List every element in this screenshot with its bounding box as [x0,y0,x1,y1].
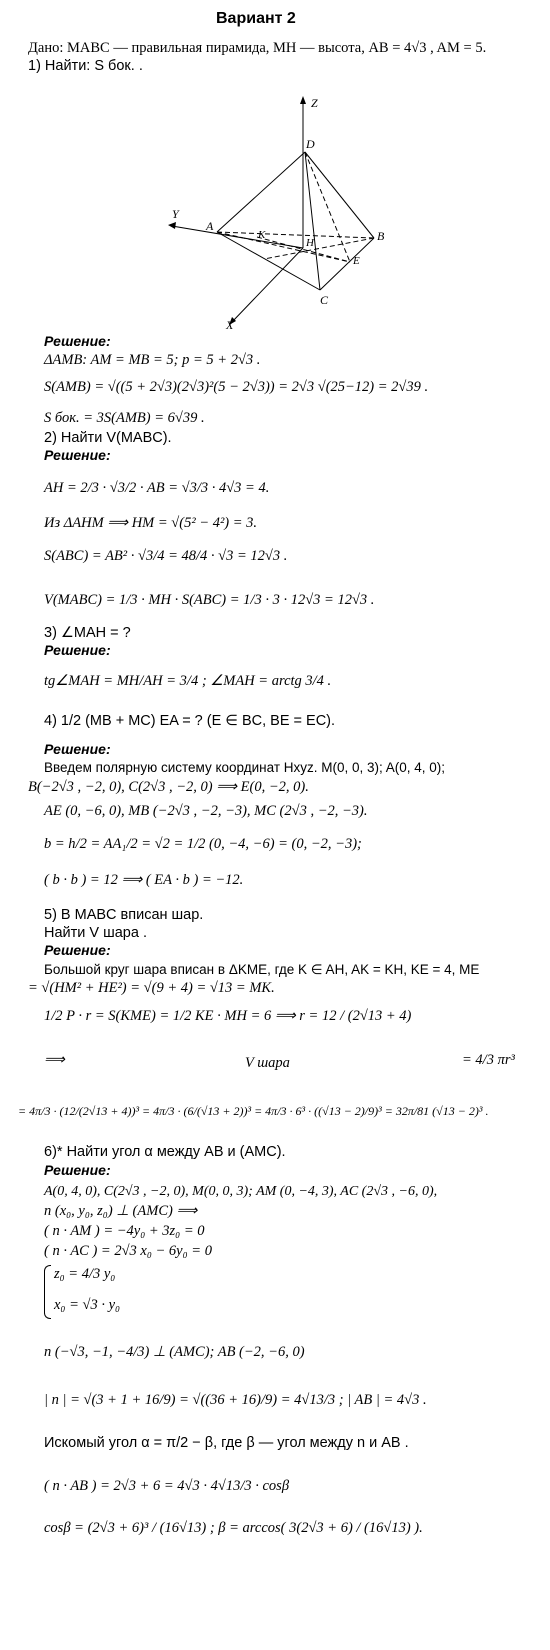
task-2-heading: 2) Найти V(MABC). [44,430,172,446]
task-6-system-z: z₀ = 4/3 y₀ [54,1266,116,1282]
task-3-result: tg∠MAH = MH/AH = 3/4 ; ∠MAH = arctg 3/4 . [44,673,332,689]
task-4-step-2: B(−2√3 , −2, 0), C(2√3 , −2, 0) ⟹ E(0, −2, 0). [28,779,309,795]
vertex-label-d: D [306,137,315,151]
pyramid-figure [160,94,410,334]
task-6-heading: 6)* Найти угол α между AB и (AMC). [44,1144,286,1160]
task-5-result: = 4π/3 · (12/(2√13 + 4))³ = 4π/3 · (6/(√13 + 2))³ = 4π/3 · 6³ · ((√13 − 2)/9)³ = 32π/81 (√13 − 2)³ . [18,1104,489,1118]
task-4-heading: 4) 1/2 (MB + MC) EA = ? (E ∈ BC, BE = EC). [44,713,336,729]
vertex-label-b: B [377,229,385,243]
task-6-step-6: | n | = √(3 + 1 + 16/9) = √((36 + 16)/9) = 4√13/3 ; | AB | = 4√3 . [44,1392,427,1408]
task-6-step-4: ( n · AC ) = 2√3 x₀ − 6y₀ = 0 [44,1243,212,1259]
task-5-volume-label: V шара [245,1055,290,1071]
vertex-label-a: A [206,219,214,233]
axis-label-x: X [226,318,234,332]
task-1-heading: 1) Найти: S бок. . [28,58,143,74]
solution-label-4: Решение: [44,741,111,757]
task-1-step-2: S(AMB) = √((5 + 2√3)(2√3)²(5 − 2√3)) = 2√3 √(25−12) = 2√39 . [44,379,429,395]
solution-label-6: Решение: [44,1162,111,1178]
task-6-step-7: Искомый угол α = π/2 − β, где β — угол между n и AB . [44,1435,409,1451]
axis-label-z: Z [311,96,318,110]
task-5-volume-formula: = 4/3 πr³ [462,1052,515,1068]
task-2-step-2: Из ΔAHM ⟹ HM = √(5² − 4²) = 3. [44,515,258,531]
task-1-result: S бок. = 3S(AMB) = 6√39 . [44,410,205,426]
task-5-implies: ⟹ [44,1052,65,1068]
vertex-label-c: C [320,293,329,307]
task-6-result: cosβ = (2√3 + 6)³ / (16√13) ; β = arccos( 3(2√3 + 6) / (16√13) ). [44,1520,423,1536]
task-5-step-2: = √(HM² + HE²) = √(9 + 4) = √13 = MK. [28,980,275,996]
axis-label-y: Y [172,207,179,221]
task-4-result: ( b · b ) = 12 ⟹ ( EA · b ) = −12. [44,872,244,888]
task-2-result: V(MABC) = 1/3 · MH · S(ABC) = 1/3 · 3 · 12√3 = 12√3 . [44,592,375,608]
task-4-step-1: Введем полярную систему координат Hxyz. M(0, 0, 3); A(0, 4, 0); [44,760,446,775]
task-6-step-5: n (−√3, −1, −4/3) ⊥ (AMC); AB (−2, −6, 0) [44,1344,305,1360]
point-label-h: H [306,237,314,249]
solution-label-2: Решение: [44,447,111,463]
point-label-k: K [258,229,266,241]
task-6-system-x: x₀ = √3 · y₀ [54,1297,121,1313]
task-2-step-3: S(ABC) = AB² · √3/4 = 48/4 · √3 = 12√3 . [44,548,288,564]
task-5-find: Найти V шара . [44,925,147,941]
point-label-e: E [353,255,360,267]
task-6-step-2: n (x₀, y₀, z₀) ⊥ (AMC) ⟹ [44,1203,198,1219]
solution-label-1: Решение: [44,333,111,349]
page-title: Вариант 2 [216,10,296,27]
given-statement: Дано: MABC — правильная пирамида, MH — высота, AB = 4√3 , AM = 5. [28,40,487,56]
task-6-step-8: ( n · AB ) = 2√3 + 6 = 4√3 · 4√13/3 · cosβ [44,1478,290,1494]
task-5-heading: 5) В MABC вписан шар. [44,907,204,923]
solution-label-3: Решение: [44,642,111,658]
task-6-step-1: A(0, 4, 0), C(2√3 , −2, 0), M(0, 0, 3); AM (0, −4, 3), AC (2√3 , −6, 0), [44,1184,438,1199]
task-3-heading: 3) ∠MAH = ? [44,625,131,641]
system-brace [44,1265,51,1319]
task-5-step-1: Большой круг шара вписан в ΔKME, где K ∈ AH, AK = KH, KE = 4, ME [44,962,480,977]
task-4-step-3: AE (0, −6, 0), MB (−2√3 , −2, −3), MC (2√3 , −2, −3). [44,803,368,819]
task-4-step-4: b = h/2 = AA₁/2 = √2 = 1/2 (0, −4, −6) = (0, −2, −3); [44,836,362,852]
task-1-step-1: ΔAMB: AM = MB = 5; p = 5 + 2√3 . [44,352,261,368]
task-2-step-1: AH = 2/3 · √3/2 · AB = √3/3 · 4√3 = 4. [44,480,270,496]
task-6-step-3: ( n · AM ) = −4y₀ + 3z₀ = 0 [44,1223,205,1239]
task-5-step-3: 1/2 P · r = S(KME) = 1/2 KE · MH = 6 ⟹ r = 12 / (2√13 + 4) [44,1008,412,1024]
solution-label-5: Решение: [44,942,111,958]
